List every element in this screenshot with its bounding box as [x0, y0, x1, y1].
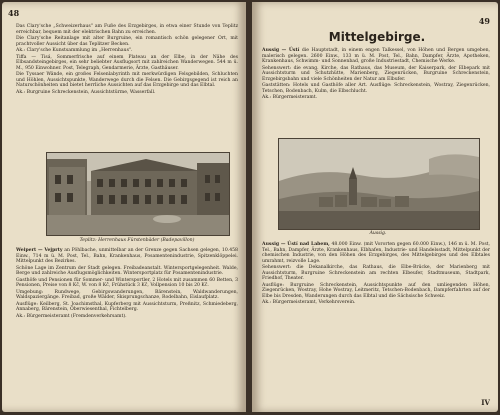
paragraph: Ak.: Burgruine Schreckenstein, Aussichtstürme, Wasserfall. — [16, 89, 156, 95]
paragraph: Die Clary'sche Reitanlage mit alter Burgruine, ein romantisch schön gelegener Ort, mit prachtvoller Aussicht über das Teplitzer Becken. — [16, 36, 238, 47]
paragraph: Ausflüge: Keilberg, St. Joachimsthal, Kupferberg mit Aussichtsturm, Preßnitz, Schmiedeberg, Annaberg, Bärenstein, Oberwiesenthal, Fichtelberg. — [16, 301, 238, 312]
entry-title: Aussig — Ústí nad Labem, — [262, 242, 330, 247]
paragraph: Ak.: Bürgermeisteramt (Fremdenverkehrsamt). — [16, 313, 127, 319]
entry-aussig-1 — [262, 48, 490, 136]
paragraph: Ak.: Bürgermeisteramt. — [262, 95, 318, 100]
paragraph: Die Tyssaer Wände, ein großes Felsenlabyrinth mit merkwürdigen Felsgebilden, Schluchten und Höhlen, Aussichtspunkte, Wanderwege durch die Felsen. Die Gebirgsgegend ist reich an Naturschönheiten und bietet herrliche Aussichten auf das Erzgebirge und das Elbtal. — [16, 72, 238, 88]
aussig-photo — [278, 138, 480, 230]
paragraph: Sehenswert: die Dekanalkirche, das Rathaus, die Elbe-Brücke, der Marienberg mit Aussichtsturm, Burgruine Schreckenstein am rechten Elbeufer, Stadtmuseum, Stadtpark, Friedhof, Theater. — [262, 265, 490, 281]
entry-title: Aussig — Ústí — [262, 48, 300, 53]
paragraph: Schöne Lage im Zentrum der Stadt gelegen. Freibadeanstalt. Wintersportgelegenheit. Walde, Berge und zahlreiche Ausflugsmöglichkeiten. Wintersportplatz für Posamentenindustrie. — [16, 265, 238, 276]
signature-mark: IV — [481, 398, 490, 407]
paragraph: Das Clary'sche „Schweizerhaus" am Fuße des Erzgebirges, in etwa einer Stunde von Teplitz erreichbar, bequem mit der elektrischen Bahn zu erreichen. — [16, 24, 238, 35]
photo-caption: Teplitz: Herrenhaus Fürstenbäder (Badepavillon) — [79, 238, 195, 243]
page-number-right: 49 — [478, 16, 490, 26]
landscape-illustration — [279, 139, 479, 229]
entry-aussig-2 — [262, 242, 490, 400]
teplitz-photo — [46, 152, 230, 236]
paragraph: Sehenswert: die evang. Kirche, das Rathaus, das Museum, der Kaiserpark, der Elbepark mit Aussichtsturm und Schutzhütte, Marienberg, Ziegenrücken, Burgruine Schreckenstein, Erzgebirgsbahn und viele Schönheiten der Natur am Elbufer. — [262, 65, 490, 82]
paragraph: an Pöhlbache, unmittelbar an der Grenze gegen Sachsen gelegen, 10.458 Einw., 714 m ü. M. Post, Tel., Bahn, Krankenhaus, Posamentenindustrie, Spitzenklöppelei. Mittelpunkt des Bezirkes. — [16, 248, 238, 264]
left-intro-text — [16, 24, 238, 146]
paragraph: 48.000 Einw. (mit Vororten gegen 60.000 Einw.), 146 m ü. M. Post, Tel., Bahn, Dampfer, Ärzte, Krankenhaus, Elbhafen, Industrie- und Handelsstadt, Mittelpunkt der chemischen Industrie, von den Höhen des Erzgebirges, des Mittelgebirges und des Elbtales umrahmt, reizvolle Lage. — [262, 242, 490, 264]
chapter-title: Mittelgebirge. — [328, 30, 426, 44]
paragraph: Ak.: Bürgermeisteramt, Verkehrsverein. — [262, 300, 356, 305]
paragraph: Tiffa — Tisá, Sommerfrische auf einem Plateau an der Elbe, in der Nähe des Elbsandsteingebirges, ein sehr beliebter Ausflugsort mit zahlreichen Wanderwegen. 544 m ü. M., 950 Einwohner. Post, Telegraph, Gendarmerie, Ärzte, Gasthäuser. — [16, 54, 238, 71]
page-number-left: 48 — [8, 8, 20, 18]
paragraph: Umgebung: Rundwege, Gebirgswanderungen, Bärenstein, Waldwanderungen, Waldspaziergänge. Freibad, große Wälder, Skisprungschanze, Rodelbahn, Eislaufplatz. — [16, 289, 238, 300]
section-title: Weipert — Vejprty — [16, 248, 63, 253]
paragraph: Gaststätten: Hotels und Gasthöfe aller Art. Ausflüge: Schreckenstein, Wostray, Ziegenrücken, Tetschen, Bodenbach, Kulm, die Elbschlucht. — [262, 83, 490, 94]
right-page — [252, 2, 498, 412]
building-illustration — [47, 153, 229, 235]
weipert-section — [16, 248, 238, 406]
left-page — [2, 2, 246, 412]
paragraph: Gasthöfe und Pensionen für Sommer- und Wintersportler, 2 Hotels mit zusammen 60 Betten, 3 Pensionen, Preise von 8 Kč, W. von 8 Kč, Frühstück 3 Kč, Vollpension 10 bis 20 Kč. — [16, 277, 238, 288]
photo-caption: Aussig. — [369, 231, 387, 236]
paragraph: Ausflüge: Burgruine Schreckenstein, Aussichtspunkte auf den umliegenden Höhen, Ziegenrücken, Wostray, Hohe Wostray, Leitmeritz, Tetschen-Bodenbach, Dampferfahrten auf der Elbe bis Dresden, Wanderungen durch das Elbtal und die Sächsische Schweiz. — [262, 282, 490, 299]
paragraph: die Hauptstadt, in einem engen Talkessel, von Höhen und Bergen umgeben, malerisch gelegen. 2600 Einw., 133 m ü. M. Post, Tel., Bahn, Dampfer, Ärzte, Apotheken, Krankenhaus, Schwimm- und Sonnenbad, große Industriestadt, Chemische Werke. — [262, 48, 490, 64]
paragraph: Ak.: Clary'sche Kunstsammlung im „Herrenhaus". — [16, 48, 133, 53]
